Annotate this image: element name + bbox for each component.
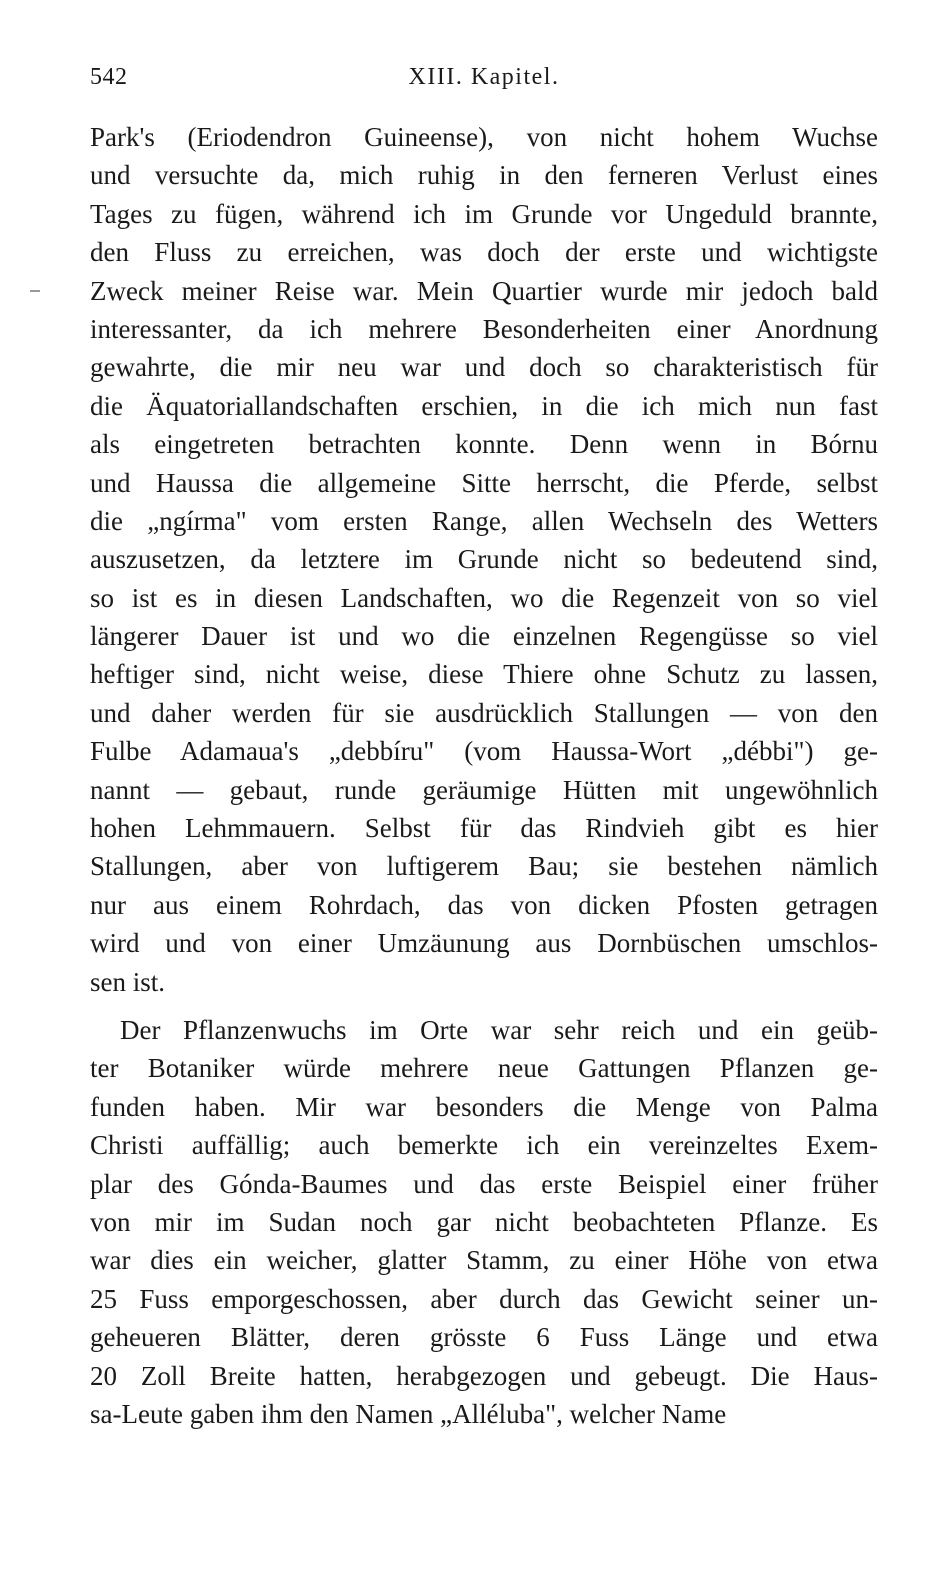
text-line: Der Pflanzenwuchs im Orte war sehr reich und ein geüb- [120, 1014, 878, 1045]
text-line: plar des Gónda-Baumes und das erste Beispiel einer früher [90, 1168, 878, 1199]
text-line: den Fluss zu erreichen, was doch der erste und wichtigste [90, 237, 878, 268]
text-line: und daher werden für sie ausdrücklich Stallungen — von den [90, 697, 878, 728]
text-line: gewahrte, die mir neu war und doch so charakteristisch für [90, 352, 878, 383]
text-line: als eingetreten betrachten konnte. Denn wenn in Bórnu [90, 429, 878, 460]
text-line: Stallungen, aber von luftigerem Bau; sie bestehen nämlich [90, 851, 878, 882]
text-line: geheueren Blätter, deren grösste 6 Fuss Länge und etwa [90, 1322, 878, 1353]
paragraph-gap [90, 1001, 878, 1011]
text-line: auszusetzen, da letztere im Grunde nicht so bedeutend sind, [90, 544, 878, 575]
text-line: sa-Leute gaben ihm den Namen „Alléluba", welcher Name [90, 1398, 727, 1429]
text-line: längerer Dauer ist und wo die einzelnen Regengüsse so viel [90, 621, 878, 652]
text-line: Fulbe Adamaua's „debbíru" (vom Haussa-Wort „débbi") ge- [90, 736, 878, 767]
text-line: nur aus einem Rohrdach, das von dicken Pfosten getragen [90, 889, 878, 920]
text-line: sen ist. [90, 966, 166, 997]
running-title: XIII. Kapitel. [408, 64, 560, 90]
page-header [90, 64, 878, 98]
text-line: Park's (Eriodendron Guineense), von nicht hohem Wuchse [90, 122, 878, 152]
margin-mark [30, 290, 40, 292]
paragraph [90, 1011, 878, 1433]
text-line: und Haussa die allgemeine Sitte herrscht, die Pferde, selbst [90, 467, 878, 498]
text-line: 25 Fuss emporgeschossen, aber durch das Gewicht seiner un- [90, 1283, 878, 1314]
body-text [90, 118, 878, 1433]
text-line: Tages zu fügen, während ich im Grunde vor Ungeduld brannte, [90, 198, 878, 229]
text-line: so ist es in diesen Landschaften, wo die Regenzeit von so viel [90, 582, 878, 613]
text-line: heftiger sind, nicht weise, diese Thiere ohne Schutz zu lassen, [90, 659, 878, 690]
text-line: die „ngírma" vom ersten Range, allen Wechseln des Wetters [90, 505, 878, 536]
text-line: ter Botaniker würde mehrere neue Gattungen Pflanzen ge- [90, 1053, 878, 1084]
text-line: und versuchte da, mich ruhig in den ferneren Verlust eines [90, 160, 878, 191]
text-line: die Äquatoriallandschaften erschien, in die ich mich nun fast [90, 390, 878, 421]
text-line: interessanter, da ich mehrere Besonderheiten einer Anordnung [90, 313, 878, 344]
text-line: Zweck meiner Reise war. Mein Quartier wurde mir jedoch bald [90, 275, 878, 306]
text-line: Christi auffällig; auch bemerkte ich ein vereinzeltes Exem- [90, 1130, 878, 1161]
text-line: 20 Zoll Breite hatten, herabgezogen und gebeugt. Die Haus- [90, 1360, 878, 1391]
text-line: war dies ein weicher, glatter Stamm, zu einer Höhe von etwa [90, 1245, 878, 1276]
paragraph [90, 118, 878, 1001]
text-line: hohen Lehmmauern. Selbst für das Rindvieh gibt es hier [90, 813, 878, 844]
page-number: 542 [90, 64, 128, 90]
text-line: funden haben. Mir war besonders die Menge von Palma [90, 1091, 878, 1122]
text-line: nannt — gebaut, runde geräumige Hütten mit ungewöhnlich [90, 774, 878, 805]
text-line: wird und von einer Umzäunung aus Dornbüschen umschlos- [90, 928, 878, 959]
text-line: von mir im Sudan noch gar nicht beobachteten Pflanze. Es [90, 1206, 878, 1237]
